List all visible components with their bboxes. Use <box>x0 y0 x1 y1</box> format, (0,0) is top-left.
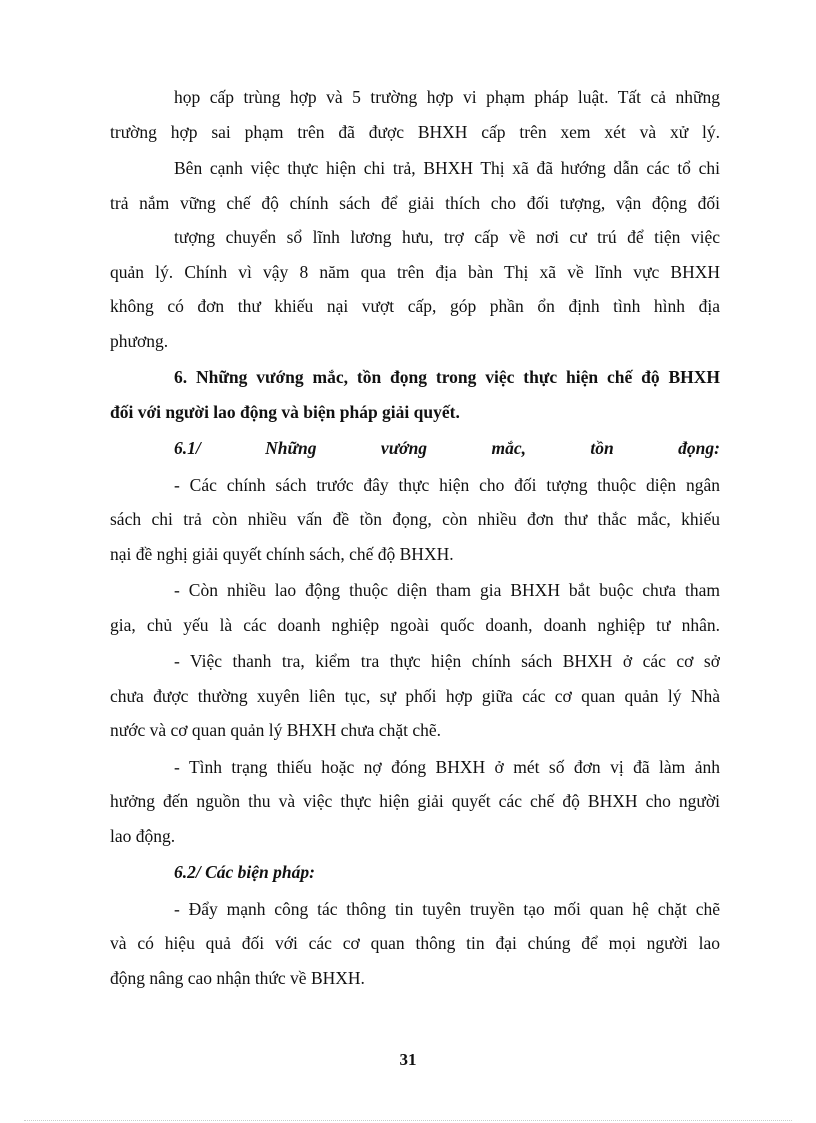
text-line: - Còn nhiều lao động thuộc diện tham gia BHXH bắt buộc chưa tham <box>174 580 720 600</box>
text-line: trả nắm vững chế độ chính sách để giải thích cho đối tượng, vận động đối <box>110 192 720 213</box>
text-line: phương. <box>110 330 169 351</box>
text-line: sách chi trả còn nhiều vấn đề tồn đọng, còn nhiều đơn thư thắc mắc, khiếu <box>110 509 720 529</box>
page-bottom-divider <box>24 1120 792 1121</box>
text-line: và có hiệu quả đối với các cơ quan thông tin đại chúng để mọi người lao <box>110 933 720 953</box>
text-line: - Việc thanh tra, kiểm tra thực hiện chính sách BHXH ở các cơ sở <box>174 651 720 671</box>
subsection-heading: 6.1/ Những vướng mắc, tồn đọng: <box>174 438 720 458</box>
text-line: gia, chủ yếu là các doanh nghiệp ngoài quốc doanh, doanh nghiệp tư nhân. <box>110 614 720 635</box>
text-line: tượng chuyển sổ lĩnh lương hưu, trợ cấp về nơi cư trú để tiện việc <box>174 227 720 247</box>
text-line: chưa được thường xuyên liên tục, sự phối hợp giữa các cơ quan quản lý Nhà <box>110 685 720 706</box>
text-line: - Đẩy mạnh công tác thông tin tuyên truyền tạo mối quan hệ chặt chẽ <box>174 898 720 919</box>
text-line: Bên cạnh việc thực hiện chi trả, BHXH Thị xã đã hướng dẫn các tổ chi <box>174 158 720 178</box>
text-line: nước và cơ quan quản lý BHXH chưa chặt chẽ. <box>110 720 441 740</box>
text-line: - Tình trạng thiếu hoặc nợ đóng BHXH ở mét số đơn vị đã làm ảnh <box>174 756 720 777</box>
text-line: động nâng cao nhận thức về BHXH. <box>110 967 365 988</box>
text-line: không có đơn thư khiếu nại vượt cấp, góp phần ổn định tình hình địa <box>110 296 720 316</box>
subsection-heading: 6.2/ Các biện pháp: <box>174 862 315 882</box>
section-heading: đối với người lao động và biện pháp giải quyết. <box>110 401 460 422</box>
text-line: - Các chính sách trước đây thực hiện cho đối tượng thuộc diện ngân <box>174 474 720 495</box>
section-heading: 6. Những vướng mắc, tồn đọng trong việc thực hiện chế độ BHXH <box>174 367 720 387</box>
text-line: lao động. <box>110 825 176 846</box>
text-line: nại đề nghị giải quyết chính sách, chế độ BHXH. <box>110 543 454 564</box>
page-number: 31 <box>399 1050 417 1069</box>
text-line: họp cấp trùng hợp và 5 trường hợp vi phạm pháp luật. Tất cả những <box>174 87 720 107</box>
text-line: trường hợp sai phạm trên đã được BHXH cấp trên xem xét và xử lý. <box>110 121 720 142</box>
text-line: hưởng đến nguồn thu và việc thực hiện giải quyết các chế độ BHXH cho người <box>110 791 720 811</box>
text-line: quản lý. Chính vì vậy 8 năm qua trên địa bàn Thị xã về lĩnh vực BHXH <box>110 261 720 282</box>
